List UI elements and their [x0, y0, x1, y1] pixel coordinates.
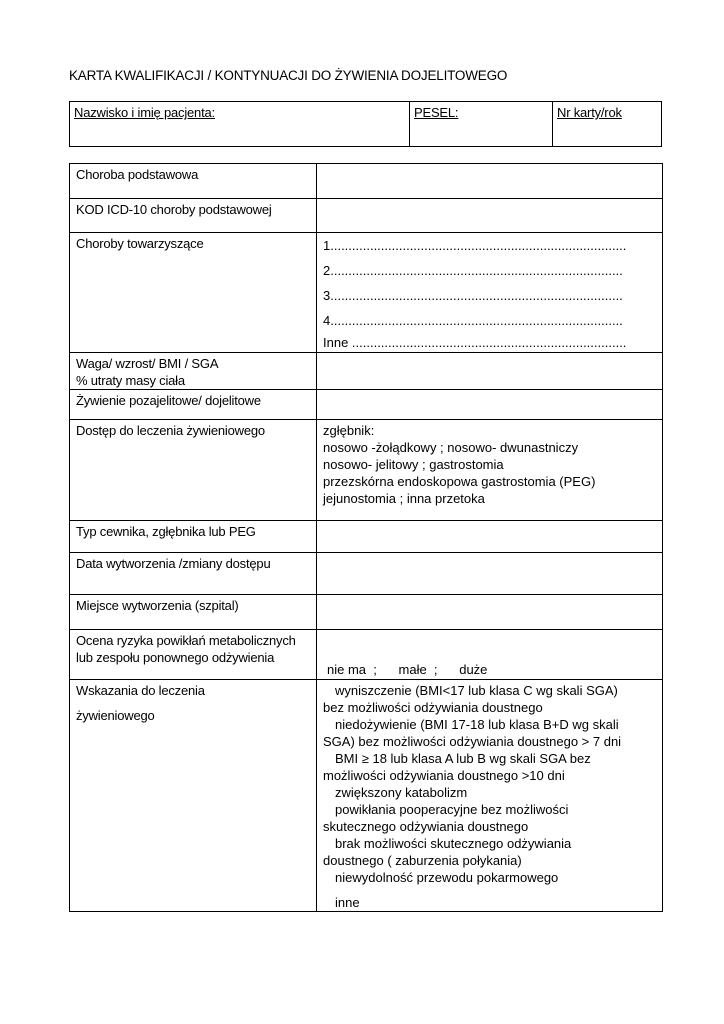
indications-label — [70, 680, 317, 912]
qualification-table — [69, 163, 663, 912]
nutrition-type-label: Żywienie pozajelitowe/ dojelitowe — [70, 390, 317, 420]
weight-bmi-field[interactable] — [317, 353, 663, 390]
indication-option-cont: SGA) bez możliwości odżywiania doustnego > 7 dni — [323, 734, 622, 749]
patient-name-label[interactable]: Nazwisko i imię pacjenta: — [70, 102, 410, 146]
access-option-line[interactable]: jejunostomia ; inna przetoka — [323, 491, 485, 506]
weight-bmi-label-line1: Waga/ wzrost/ BMI / SGA — [76, 356, 219, 371]
catheter-type-label: Typ cewnika, zgłębnika lub PEG — [70, 521, 317, 553]
indication-option[interactable]: zwiększony katabolizm — [335, 785, 468, 800]
access-tube-heading: zgłębnik: — [323, 423, 375, 438]
icd-code-label: KOD ICD-10 choroby podstawowej — [70, 199, 317, 233]
access-field[interactable] — [317, 420, 663, 521]
comorbidities-field[interactable] — [317, 233, 663, 353]
catheter-type-field[interactable] — [317, 521, 663, 553]
comorbidities-label: Choroby towarzyszące — [70, 233, 317, 353]
indication-option-cont: bez możliwości odżywiania doustnego — [323, 700, 543, 715]
comorbidity-other-line[interactable]: Inne ............................................................................ — [323, 335, 627, 350]
indication-option[interactable]: niedożywienie (BMI 17-18 lub klasa B+D wg skali — [335, 717, 619, 732]
creation-place-label: Miejsce wytworzenia (szpital) — [70, 595, 317, 630]
indications-field[interactable] — [317, 680, 663, 912]
creation-date-field[interactable] — [317, 553, 663, 595]
page-title: KARTA KWALIFIKACJI / KONTYNUACJI DO ŻYWIENIA DOJELITOWEGO — [69, 68, 508, 83]
access-option-line[interactable]: przezskórna endoskopowa gastrostomia (PEG) — [323, 474, 596, 489]
comorbidity-line[interactable]: 4................................................................................. — [323, 313, 623, 328]
weight-bmi-label-line2: % utraty masy ciała — [76, 373, 185, 388]
primary-disease-field[interactable] — [317, 164, 663, 199]
indication-option-cont: doustnego ( zaburzenia połykania) — [323, 853, 522, 868]
risk-options[interactable]: nie ma ; małe ; duże — [327, 662, 488, 677]
risk-assessment-label: Ocena ryzyka powikłań metabolicznych lub zespołu ponownego odżywienia — [70, 630, 317, 680]
indications-label-line1: Wskazania do leczenia — [76, 683, 205, 698]
indications-label-line2: żywieniowego — [76, 708, 155, 723]
creation-date-label: Data wytworzenia /zmiany dostępu — [70, 553, 317, 595]
indication-option-cont: możliwości odżywiania doustnego >10 dni — [323, 768, 565, 783]
access-option-line[interactable]: nosowo- jelitowy ; gastrostomia — [323, 457, 504, 472]
indication-option[interactable]: brak możliwości skutecznego odżywiania — [335, 836, 572, 851]
creation-place-field[interactable] — [317, 595, 663, 630]
access-label: Dostęp do leczenia żywieniowego — [70, 420, 317, 521]
primary-disease-label: Choroba podstawowa — [70, 164, 317, 199]
indication-option-other[interactable]: inne — [335, 895, 360, 910]
comorbidity-line[interactable]: 3................................................................................. — [323, 288, 623, 303]
risk-assessment-field[interactable] — [317, 630, 663, 680]
comorbidity-line[interactable]: 1.................................................................................. — [323, 238, 627, 253]
access-option-line[interactable]: nosowo -żołądkowy ; nosowo- dwunastniczy — [323, 440, 579, 455]
pesel-label[interactable]: PESEL: — [410, 102, 553, 146]
indication-option[interactable]: wyniszczenie (BMI<17 lub klasa C wg skali SGA) — [335, 683, 618, 698]
card-number-label[interactable]: Nr karty/rok — [557, 105, 622, 120]
indication-option[interactable]: powikłania pooperacyjne bez możliwości — [335, 802, 569, 817]
indication-option[interactable]: BMI ≥ 18 lub klasa A lub B wg skali SGA bez — [335, 751, 591, 766]
indication-option-cont: skutecznego odżywiania doustnego — [323, 819, 529, 834]
icd-code-field[interactable] — [317, 199, 663, 233]
indication-option[interactable]: niewydolność przewodu pokarmowego — [335, 870, 559, 885]
comorbidity-line[interactable]: 2................................................................................. — [323, 263, 623, 278]
patient-header-table — [69, 101, 662, 147]
nutrition-type-field[interactable] — [317, 390, 663, 420]
weight-bmi-label — [70, 353, 317, 390]
